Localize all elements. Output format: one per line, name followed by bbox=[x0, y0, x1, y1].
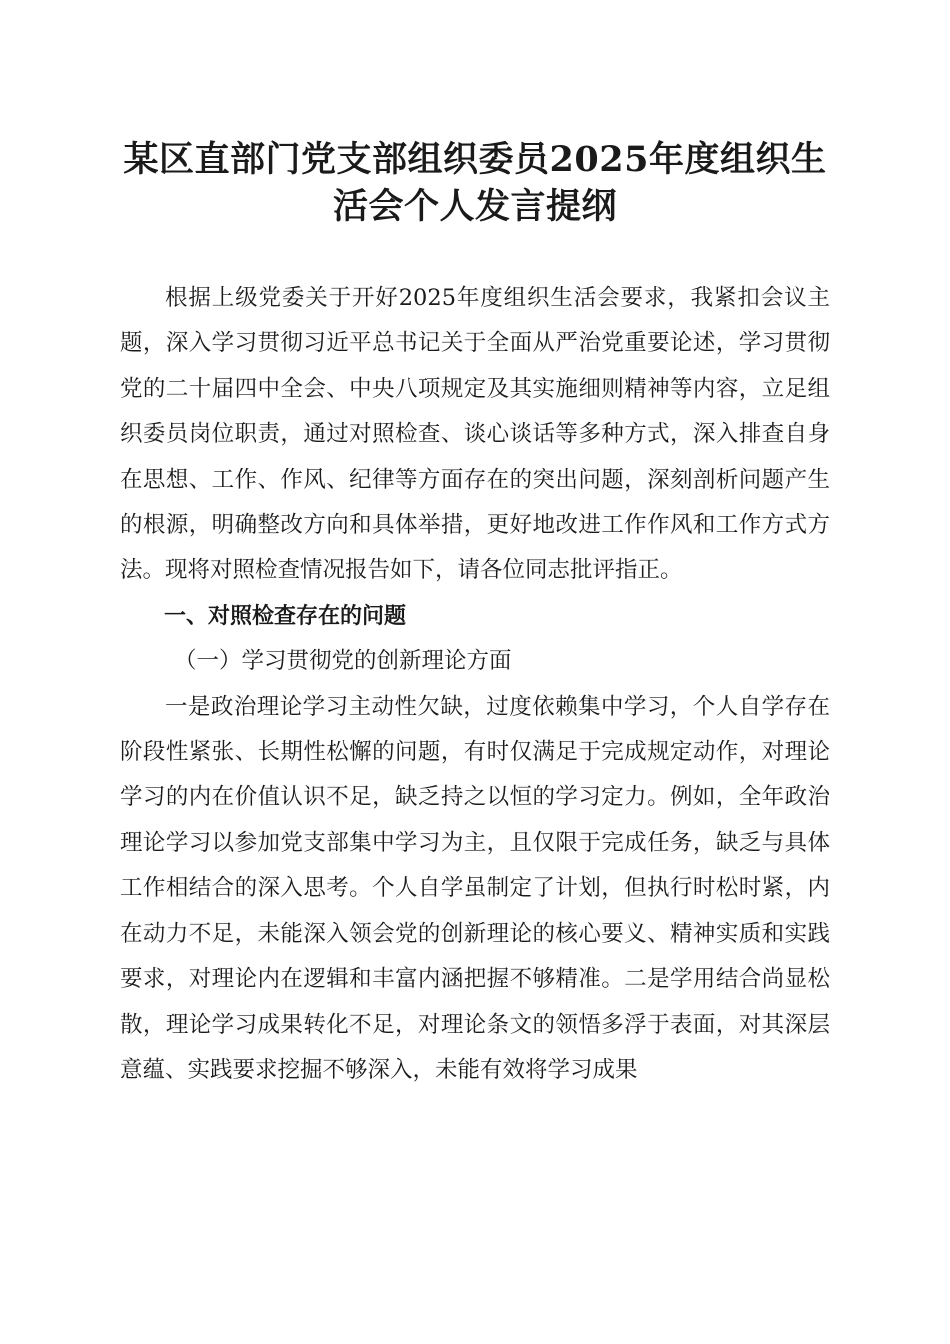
document-body bbox=[120, 276, 830, 1093]
intro-paragraph: 根据上级党委关于开好2025年度组织生活会要求，我紧扣会议主题，深入学习贯彻习近平总书记关于全面从严治党重要论述，学习贯彻党的二十届四中全会、中央八项规定及其实施细则精神等内容，立足组织委员岗位职责，通过对照检查、谈心谈话等多种方式，深入排查自身在思想、工作、作风、纪律等方面存在的突出问题，深刻剖析问题产生的根源，明确整改方向和具体举措，更好地改进工作作风和工作方式方法。现将对照检查情况报告如下，请各位同志批评指正。 bbox=[120, 285, 830, 584]
subsection-paragraph: 一是政治理论学习主动性欠缺，过度依赖集中学习，个人自学存在阶段性紧张、长期性松懈的问题，有时仅满足于完成规定动作，对理论学习的内在价值认识不足，缺乏持之以恒的学习定力。例如，全年政治理论学习以参加党支部集中学习为主，且仅限于完成任务，缺乏与具体工作相结合的深入思考。个人自学虽制定了计划，但执行时松时紧，内在动力不足，未能深入领会党的创新理论的核心要义、精神实质和实践要求，对理论内在逻辑和丰富内涵把握不够精准。二是学用结合尚显松散，理论学习成果转化不足，对理论条文的领悟多浮于表面，对其深层意蕴、实践要求挖掘不够深入，未能有效将学习成果 bbox=[120, 693, 830, 1083]
subsection-heading: （一）学习贯彻党的创新理论方面 bbox=[174, 648, 512, 675]
document-title: 某区直部门党支部组织委员2025年度组织生活会个人发言提纲 bbox=[123, 139, 827, 227]
section-heading: 一、对照检查存在的问题 bbox=[164, 603, 407, 629]
